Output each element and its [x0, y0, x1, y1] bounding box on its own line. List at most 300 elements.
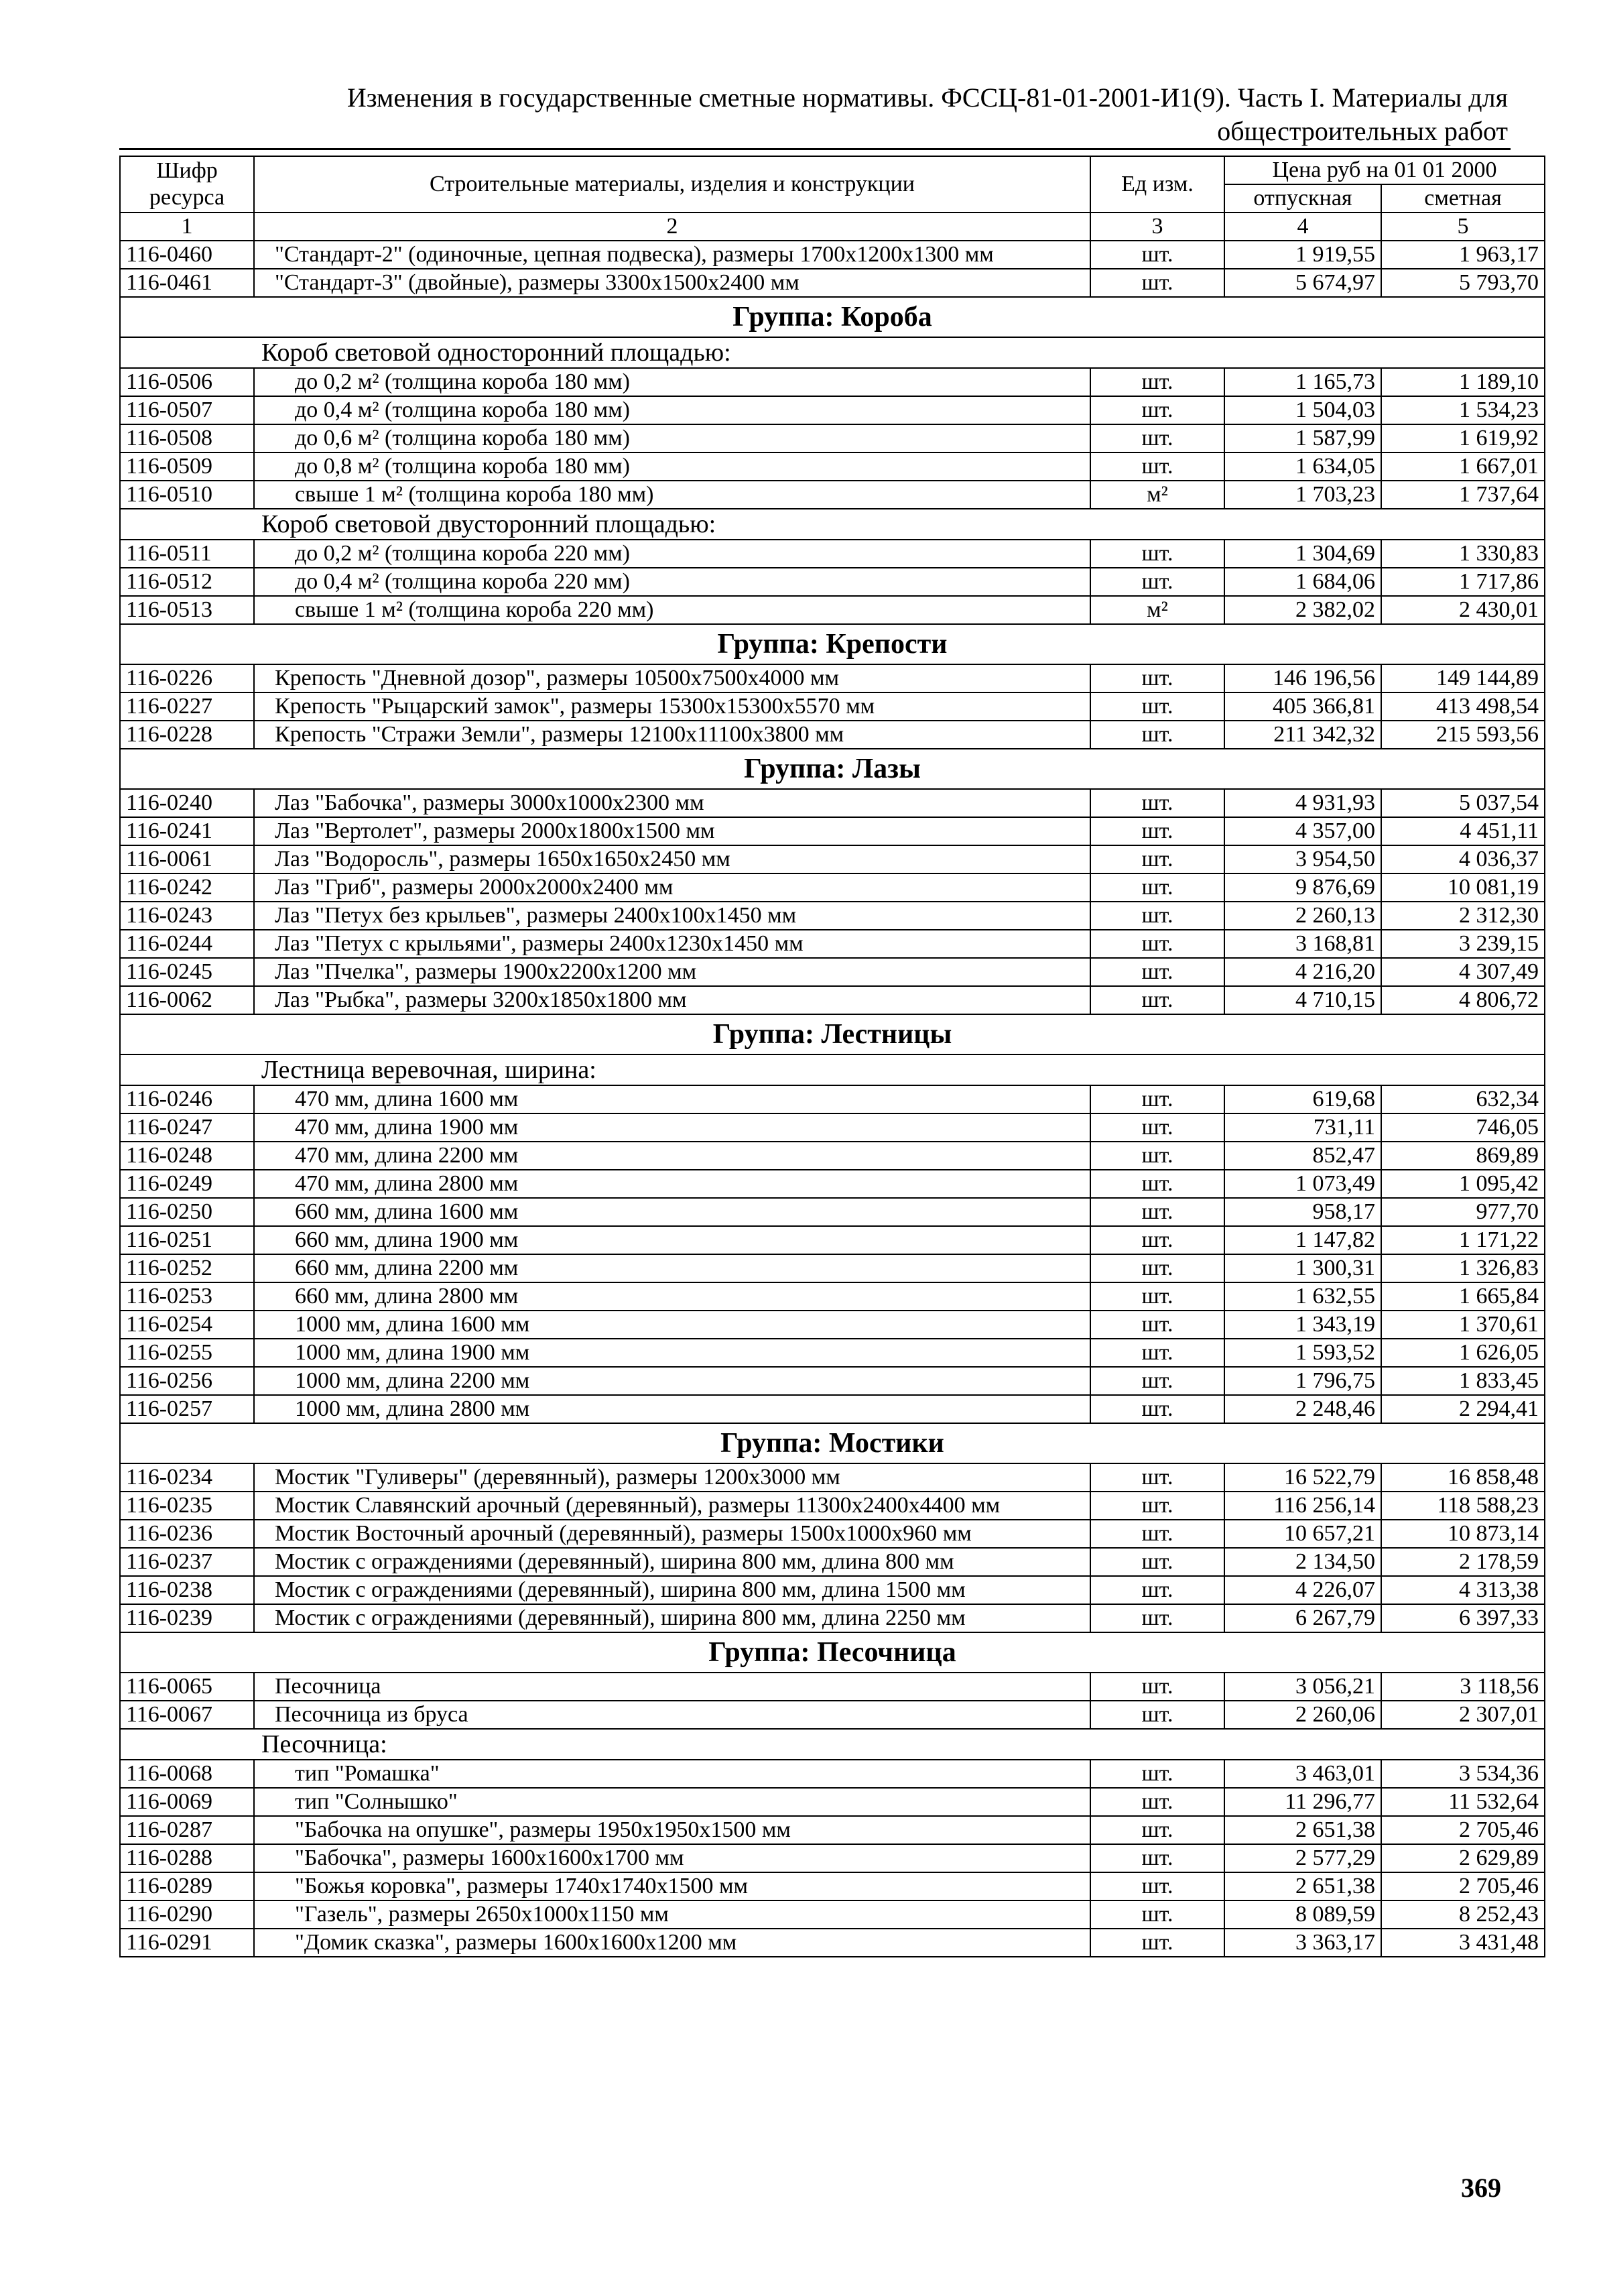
table-row [120, 958, 1545, 986]
resource-code: 116-0252 [120, 1254, 254, 1282]
material-description: 660 мм, длина 2800 мм [254, 1282, 1090, 1311]
unit: шт. [1090, 540, 1224, 568]
table-row [120, 1788, 1545, 1816]
release-price: 146 196,56 [1224, 664, 1381, 692]
unit: шт. [1090, 958, 1224, 986]
unit: шт. [1090, 930, 1224, 958]
estimate-price: 3 239,15 [1381, 930, 1545, 958]
estimate-price: 149 144,89 [1381, 664, 1545, 692]
release-price: 3 463,01 [1224, 1760, 1381, 1788]
estimate-price: 10 081,19 [1381, 873, 1545, 902]
col-release-header: отпускная [1224, 184, 1381, 213]
estimate-price: 1 667,01 [1381, 452, 1545, 481]
document-header-line2: общестроительных работ [1217, 116, 1508, 146]
unit: шт. [1090, 1576, 1224, 1604]
table-row [120, 1844, 1545, 1872]
material-description: Лаз "Рыбка", размеры 3200х1850х1800 мм [254, 986, 1090, 1014]
material-description: свыше 1 м² (толщина короба 220 мм) [254, 596, 1090, 624]
release-price: 1 504,03 [1224, 396, 1381, 424]
table-row [120, 452, 1545, 481]
resource-code: 116-0257 [120, 1395, 254, 1423]
release-price: 10 657,21 [1224, 1520, 1381, 1548]
resource-code: 116-0287 [120, 1816, 254, 1844]
group-heading: Группа: Мостики [120, 1423, 1545, 1463]
table-row [120, 1085, 1545, 1113]
unit: шт. [1090, 1142, 1224, 1170]
resource-code: 116-0236 [120, 1520, 254, 1548]
unit: шт. [1090, 241, 1224, 269]
release-price: 2 134,50 [1224, 1548, 1381, 1576]
unit: шт. [1090, 1673, 1224, 1701]
table-row [120, 481, 1545, 509]
resource-code: 116-0461 [120, 269, 254, 297]
estimate-price: 4 307,49 [1381, 958, 1545, 986]
material-description: до 0,4 м² (толщина короба 220 мм) [254, 568, 1090, 596]
table-row [120, 1282, 1545, 1311]
release-price: 3 363,17 [1224, 1929, 1381, 1957]
unit: шт. [1090, 1170, 1224, 1198]
release-price: 1 796,75 [1224, 1367, 1381, 1395]
estimate-price: 2 430,01 [1381, 596, 1545, 624]
unit: шт. [1090, 1520, 1224, 1548]
table-row [120, 1226, 1545, 1254]
unit: шт. [1090, 424, 1224, 452]
release-price: 1 073,49 [1224, 1170, 1381, 1198]
table-header-row [120, 156, 1545, 184]
unit: м² [1090, 481, 1224, 509]
release-price: 2 651,38 [1224, 1816, 1381, 1844]
estimate-price: 632,34 [1381, 1085, 1545, 1113]
estimate-price: 2 312,30 [1381, 902, 1545, 930]
estimate-price: 413 498,54 [1381, 692, 1545, 721]
release-price: 4 710,15 [1224, 986, 1381, 1014]
estimate-price: 8 252,43 [1381, 1900, 1545, 1929]
subgroup-heading-row [120, 509, 1545, 540]
release-price: 2 260,06 [1224, 1701, 1381, 1729]
subgroup-heading: Короб световой двусторонний площадью: [120, 509, 1545, 540]
table-row [120, 241, 1545, 269]
estimate-price: 1 619,92 [1381, 424, 1545, 452]
material-description: Лаз "Гриб", размеры 2000х2000х2400 мм [254, 873, 1090, 902]
group-heading: Группа: Крепости [120, 624, 1545, 664]
resource-code: 116-0238 [120, 1576, 254, 1604]
material-description: Песочница из бруса [254, 1701, 1090, 1729]
material-description: до 0,8 м² (толщина короба 180 мм) [254, 452, 1090, 481]
table-row [120, 1760, 1545, 1788]
material-description: Крепость "Рыцарский замок", размеры 15300х15300х5570 мм [254, 692, 1090, 721]
resource-code: 116-0509 [120, 452, 254, 481]
release-price: 1 593,52 [1224, 1339, 1381, 1367]
release-price: 2 651,38 [1224, 1872, 1381, 1900]
estimate-price: 746,05 [1381, 1113, 1545, 1142]
col-desc-header: Строительные материалы, изделия и конструкции [254, 156, 1090, 213]
material-description: 470 мм, длина 2800 мм [254, 1170, 1090, 1198]
table-row [120, 873, 1545, 902]
release-price: 2 577,29 [1224, 1844, 1381, 1872]
table-row [120, 1113, 1545, 1142]
release-price: 2 382,02 [1224, 596, 1381, 624]
unit: шт. [1090, 568, 1224, 596]
table-row [120, 1816, 1545, 1844]
col-index: 4 [1224, 213, 1381, 241]
material-description: Лаз "Вертолет", размеры 2000х1800х1500 мм [254, 817, 1090, 845]
resource-code: 116-0506 [120, 368, 254, 396]
table-row [120, 568, 1545, 596]
resource-code: 116-0069 [120, 1788, 254, 1816]
table-row [120, 721, 1545, 749]
release-price: 4 931,93 [1224, 789, 1381, 817]
unit: шт. [1090, 1226, 1224, 1254]
material-description: до 0,2 м² (толщина короба 180 мм) [254, 368, 1090, 396]
table-row [120, 817, 1545, 845]
release-price: 3 954,50 [1224, 845, 1381, 873]
resource-code: 116-0243 [120, 902, 254, 930]
resource-code: 116-0228 [120, 721, 254, 749]
unit: шт. [1090, 845, 1224, 873]
release-price: 619,68 [1224, 1085, 1381, 1113]
unit: шт. [1090, 1548, 1224, 1576]
release-price: 6 267,79 [1224, 1604, 1381, 1632]
resource-code: 116-0255 [120, 1339, 254, 1367]
estimate-price: 6 397,33 [1381, 1604, 1545, 1632]
unit: шт. [1090, 1844, 1224, 1872]
resource-code: 116-0460 [120, 241, 254, 269]
unit: шт. [1090, 1900, 1224, 1929]
resource-code: 116-0246 [120, 1085, 254, 1113]
estimate-price: 4 451,11 [1381, 817, 1545, 845]
col-index: 1 [120, 213, 254, 241]
release-price: 4 216,20 [1224, 958, 1381, 986]
material-description: "Газель", размеры 2650х1000х1150 мм [254, 1900, 1090, 1929]
unit: шт. [1090, 1367, 1224, 1395]
estimate-price: 1 534,23 [1381, 396, 1545, 424]
estimate-price: 5 037,54 [1381, 789, 1545, 817]
resource-code: 116-0513 [120, 596, 254, 624]
resource-code: 116-0245 [120, 958, 254, 986]
table-row [120, 1170, 1545, 1198]
table-row [120, 930, 1545, 958]
table-row [120, 1339, 1545, 1367]
material-description: Мостик Славянский арочный (деревянный), размеры 11300х2400х4400 мм [254, 1492, 1090, 1520]
unit: шт. [1090, 1701, 1224, 1729]
unit: шт. [1090, 1254, 1224, 1282]
unit: шт. [1090, 1760, 1224, 1788]
table-row [120, 1367, 1545, 1395]
release-price: 5 674,97 [1224, 269, 1381, 297]
material-description: 1000 мм, длина 1600 мм [254, 1311, 1090, 1339]
table-row [120, 269, 1545, 297]
table-row [120, 1604, 1545, 1632]
header-rule [119, 148, 1511, 150]
col-index: 3 [1090, 213, 1224, 241]
resource-code: 116-0068 [120, 1760, 254, 1788]
materials-table [119, 156, 1545, 1957]
unit: шт. [1090, 817, 1224, 845]
table-row [120, 424, 1545, 452]
unit: шт. [1090, 1311, 1224, 1339]
unit: шт. [1090, 873, 1224, 902]
table-row [120, 1520, 1545, 1548]
unit: шт. [1090, 1929, 1224, 1957]
resource-code: 116-0290 [120, 1900, 254, 1929]
resource-code: 116-0512 [120, 568, 254, 596]
material-description: 1000 мм, длина 1900 мм [254, 1339, 1090, 1367]
material-description: "Домик сказка", размеры 1600х1600х1200 мм [254, 1929, 1090, 1957]
unit: шт. [1090, 1113, 1224, 1142]
release-price: 1 919,55 [1224, 241, 1381, 269]
table-row [120, 664, 1545, 692]
material-description: 660 мм, длина 1600 мм [254, 1198, 1090, 1226]
resource-code: 116-0242 [120, 873, 254, 902]
resource-code: 116-0235 [120, 1492, 254, 1520]
estimate-price: 5 793,70 [1381, 269, 1545, 297]
release-price: 4 226,07 [1224, 1576, 1381, 1604]
material-description: 1000 мм, длина 2200 мм [254, 1367, 1090, 1395]
resource-code: 116-0510 [120, 481, 254, 509]
unit: шт. [1090, 368, 1224, 396]
unit: шт. [1090, 269, 1224, 297]
material-description: "Бабочка на опушке", размеры 1950х1950х1500 мм [254, 1816, 1090, 1844]
material-description: "Стандарт-3" (двойные), размеры 3300х1500х2400 мм [254, 269, 1090, 297]
col-index: 2 [254, 213, 1090, 241]
table-row [120, 845, 1545, 873]
resource-code: 116-0067 [120, 1701, 254, 1729]
material-description: Песочница [254, 1673, 1090, 1701]
release-price: 2 260,13 [1224, 902, 1381, 930]
release-price: 1 632,55 [1224, 1282, 1381, 1311]
col-index: 5 [1381, 213, 1545, 241]
group-heading-row [120, 624, 1545, 664]
estimate-price: 1 665,84 [1381, 1282, 1545, 1311]
release-price: 1 165,73 [1224, 368, 1381, 396]
unit: шт. [1090, 396, 1224, 424]
resource-code: 116-0511 [120, 540, 254, 568]
resource-code: 116-0244 [120, 930, 254, 958]
column-index-row [120, 213, 1545, 241]
material-description: Крепость "Стражи Земли", размеры 12100х11100х3800 мм [254, 721, 1090, 749]
unit: шт. [1090, 1492, 1224, 1520]
estimate-price: 2 294,41 [1381, 1395, 1545, 1423]
estimate-price: 869,89 [1381, 1142, 1545, 1170]
resource-code: 116-0249 [120, 1170, 254, 1198]
unit: шт. [1090, 1339, 1224, 1367]
table-row [120, 1463, 1545, 1492]
release-price: 211 342,32 [1224, 721, 1381, 749]
unit: шт. [1090, 721, 1224, 749]
resource-code: 116-0062 [120, 986, 254, 1014]
resource-code: 116-0507 [120, 396, 254, 424]
group-heading-row [120, 297, 1545, 337]
resource-code: 116-0288 [120, 1844, 254, 1872]
material-description: Мостик "Гуливеры" (деревянный), размеры 1200х3000 мм [254, 1463, 1090, 1492]
table-row [120, 1548, 1545, 1576]
resource-code: 116-0241 [120, 817, 254, 845]
unit: шт. [1090, 1395, 1224, 1423]
unit: шт. [1090, 452, 1224, 481]
material-description: Мостик Восточный арочный (деревянный), размеры 1500х1000х960 мм [254, 1520, 1090, 1548]
material-description: 660 мм, длина 2200 мм [254, 1254, 1090, 1282]
resource-code: 116-0289 [120, 1872, 254, 1900]
unit: шт. [1090, 1282, 1224, 1311]
material-description: до 0,4 м² (толщина короба 180 мм) [254, 396, 1090, 424]
table-row [120, 1900, 1545, 1929]
release-price: 1 147,82 [1224, 1226, 1381, 1254]
release-price: 16 522,79 [1224, 1463, 1381, 1492]
material-description: Мостик с ограждениями (деревянный), ширина 800 мм, длина 800 мм [254, 1548, 1090, 1576]
material-description: Мостик с ограждениями (деревянный), ширина 800 мм, длина 1500 мм [254, 1576, 1090, 1604]
table-row [120, 596, 1545, 624]
unit: шт. [1090, 1463, 1224, 1492]
resource-code: 116-0253 [120, 1282, 254, 1311]
group-heading-row [120, 1632, 1545, 1673]
material-description: 1000 мм, длина 2800 мм [254, 1395, 1090, 1423]
table-row [120, 540, 1545, 568]
material-description: "Стандарт-2" (одиночные, цепная подвеска), размеры 1700х1200х1300 мм [254, 241, 1090, 269]
material-description: 470 мм, длина 1900 мм [254, 1113, 1090, 1142]
group-heading-row [120, 1423, 1545, 1463]
estimate-price: 3 534,36 [1381, 1760, 1545, 1788]
release-price: 11 296,77 [1224, 1788, 1381, 1816]
release-price: 852,47 [1224, 1142, 1381, 1170]
unit: шт. [1090, 1085, 1224, 1113]
release-price: 3 056,21 [1224, 1673, 1381, 1701]
estimate-price: 2 178,59 [1381, 1548, 1545, 1576]
unit: шт. [1090, 664, 1224, 692]
estimate-price: 1 737,64 [1381, 481, 1545, 509]
release-price: 1 300,31 [1224, 1254, 1381, 1282]
resource-code: 116-0251 [120, 1226, 254, 1254]
estimate-price: 118 588,23 [1381, 1492, 1545, 1520]
table-row [120, 1872, 1545, 1900]
material-description: тип "Ромашка" [254, 1760, 1090, 1788]
estimate-price: 3 431,48 [1381, 1929, 1545, 1957]
table-row [120, 1929, 1545, 1957]
group-heading: Группа: Короба [120, 297, 1545, 337]
material-description: 470 мм, длина 1600 мм [254, 1085, 1090, 1113]
estimate-price: 10 873,14 [1381, 1520, 1545, 1548]
subgroup-heading: Короб световой односторонний площадью: [120, 337, 1545, 368]
estimate-price: 3 118,56 [1381, 1673, 1545, 1701]
estimate-price: 1 963,17 [1381, 241, 1545, 269]
subgroup-heading: Песочница: [120, 1729, 1545, 1760]
release-price: 1 684,06 [1224, 568, 1381, 596]
resource-code: 116-0248 [120, 1142, 254, 1170]
resource-code: 116-0250 [120, 1198, 254, 1226]
release-price: 9 876,69 [1224, 873, 1381, 902]
subgroup-heading: Лестница веревочная, ширина: [120, 1054, 1545, 1085]
col-unit-header: Ед изм. [1090, 156, 1224, 213]
material-description: свыше 1 м² (толщина короба 180 мм) [254, 481, 1090, 509]
release-price: 731,11 [1224, 1113, 1381, 1142]
resource-code: 116-0291 [120, 1929, 254, 1957]
unit: шт. [1090, 1816, 1224, 1844]
material-description: Крепость "Дневной дозор", размеры 10500х7500х4000 мм [254, 664, 1090, 692]
estimate-price: 16 858,48 [1381, 1463, 1545, 1492]
estimate-price: 1 189,10 [1381, 368, 1545, 396]
release-price: 3 168,81 [1224, 930, 1381, 958]
estimate-price: 1 370,61 [1381, 1311, 1545, 1339]
group-heading: Группа: Лазы [120, 749, 1545, 789]
release-price: 1 703,23 [1224, 481, 1381, 509]
estimate-price: 2 307,01 [1381, 1701, 1545, 1729]
table-row [120, 986, 1545, 1014]
material-description: до 0,2 м² (толщина короба 220 мм) [254, 540, 1090, 568]
table-row [120, 902, 1545, 930]
material-description: Лаз "Бабочка", размеры 3000х1000х2300 мм [254, 789, 1090, 817]
estimate-price: 11 532,64 [1381, 1788, 1545, 1816]
resource-code: 116-0254 [120, 1311, 254, 1339]
material-description: 660 мм, длина 1900 мм [254, 1226, 1090, 1254]
unit: шт. [1090, 1198, 1224, 1226]
release-price: 958,17 [1224, 1198, 1381, 1226]
table-row [120, 1492, 1545, 1520]
estimate-price: 215 593,56 [1381, 721, 1545, 749]
estimate-price: 1 717,86 [1381, 568, 1545, 596]
unit: шт. [1090, 986, 1224, 1014]
col-code-header: Шифр ресурса [120, 156, 254, 213]
group-heading: Группа: Лестницы [120, 1014, 1545, 1054]
subgroup-heading-row [120, 1729, 1545, 1760]
material-description: "Бабочка", размеры 1600х1600х1700 мм [254, 1844, 1090, 1872]
page-number: 369 [1461, 2173, 1501, 2203]
resource-code: 116-0240 [120, 789, 254, 817]
document-header-line1: Изменения в государственные сметные нормативы. ФССЦ-81-01-2001-И1(9). Часть I. Материалы для [346, 82, 1508, 113]
release-price: 1 343,19 [1224, 1311, 1381, 1339]
release-price: 405 366,81 [1224, 692, 1381, 721]
table-row [120, 1395, 1545, 1423]
unit: шт. [1090, 1604, 1224, 1632]
estimate-price: 1 626,05 [1381, 1339, 1545, 1367]
table-row [120, 1198, 1545, 1226]
resource-code: 116-0065 [120, 1673, 254, 1701]
resource-code: 116-0256 [120, 1367, 254, 1395]
estimate-price: 1 330,83 [1381, 540, 1545, 568]
group-heading-row [120, 1014, 1545, 1054]
table-row [120, 1254, 1545, 1282]
col-price-header: Цена руб на 01 01 2000 [1224, 156, 1545, 184]
table-row [120, 692, 1545, 721]
resource-code: 116-0247 [120, 1113, 254, 1142]
resource-code: 116-0237 [120, 1548, 254, 1576]
unit: шт. [1090, 1872, 1224, 1900]
material-description: Лаз "Водоросль", размеры 1650х1650х2450 мм [254, 845, 1090, 873]
table-row [120, 1311, 1545, 1339]
resource-code: 116-0227 [120, 692, 254, 721]
unit: шт. [1090, 692, 1224, 721]
estimate-price: 2 705,46 [1381, 1816, 1545, 1844]
col-estimate-header: сметная [1381, 184, 1545, 213]
release-price: 1 304,69 [1224, 540, 1381, 568]
estimate-price: 977,70 [1381, 1198, 1545, 1226]
estimate-price: 4 806,72 [1381, 986, 1545, 1014]
resource-code: 116-0508 [120, 424, 254, 452]
estimate-price: 1 833,45 [1381, 1367, 1545, 1395]
subgroup-heading-row [120, 1054, 1545, 1085]
material-description: Лаз "Петух с крыльями", размеры 2400х1230х1450 мм [254, 930, 1090, 958]
unit: м² [1090, 596, 1224, 624]
subgroup-heading-row [120, 337, 1545, 368]
release-price: 1 634,05 [1224, 452, 1381, 481]
resource-code: 116-0061 [120, 845, 254, 873]
unit: шт. [1090, 902, 1224, 930]
material-description: Лаз "Петух без крыльев", размеры 2400х100х1450 мм [254, 902, 1090, 930]
estimate-price: 1 326,83 [1381, 1254, 1545, 1282]
table-row [120, 1701, 1545, 1729]
table-row [120, 1142, 1545, 1170]
release-price: 116 256,14 [1224, 1492, 1381, 1520]
material-description: Лаз "Пчелка", размеры 1900х2200х1200 мм [254, 958, 1090, 986]
material-description: Мостик с ограждениями (деревянный), ширина 800 мм, длина 2250 мм [254, 1604, 1090, 1632]
